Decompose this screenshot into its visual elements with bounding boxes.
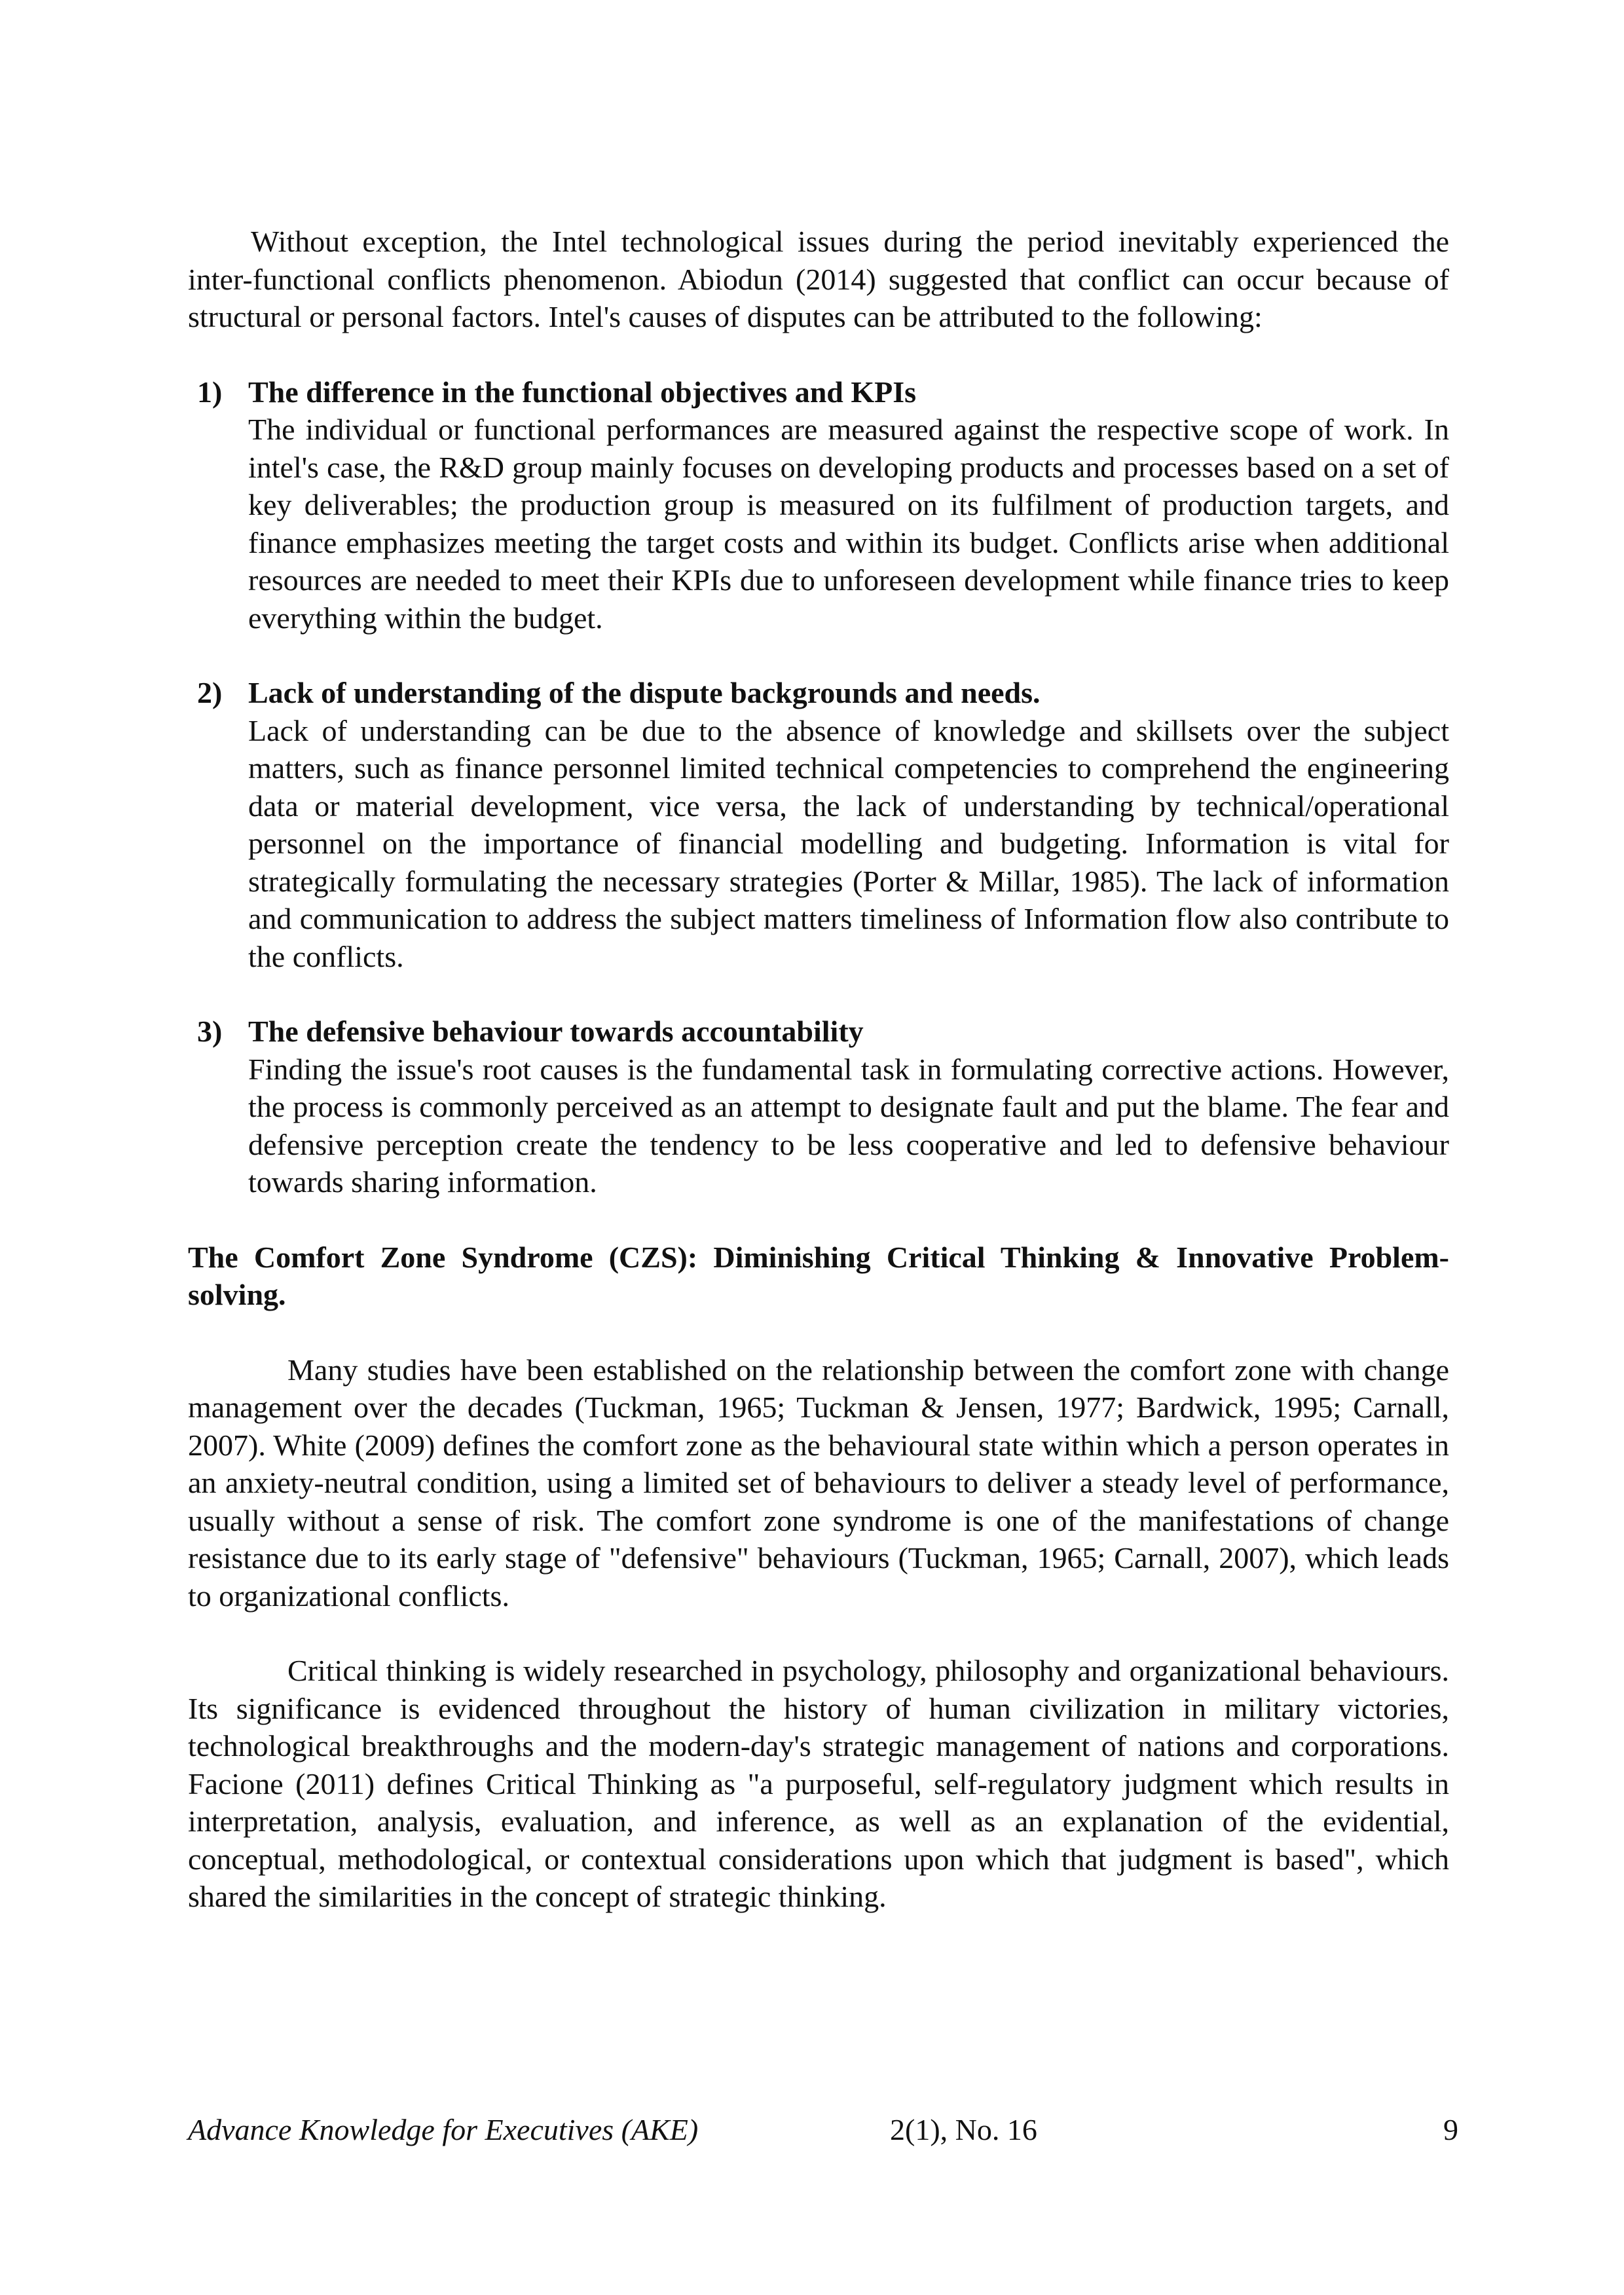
- critical-thinking-paragraph: Critical thinking is widely researched in psychology, philosophy and organizational behaviours. Its significance is evidenced throughout the history of human civilization in military victories, technological breakthroughs and the modern-day's strategic management of nations and corporations. Facione (2011) defines Critical Thinking as "a purposeful, self-regulatory judgment which results in interpretation, analysis, evaluation, and inference, as well as an explanation of the evidential, conceptual, methodological, or contextual considerations upon which that judgment is based", which shared the similarities in the concept of strategic thinking.: [188, 1654, 1449, 1913]
- section-heading: The Comfort Zone Syndrome (CZS): Diminishing Critical Thinking & Innovative Problem-solving.: [188, 1240, 1449, 1311]
- cause-number: 3): [197, 1015, 223, 1048]
- cause-number: 2): [197, 676, 223, 709]
- cause-title: The difference in the functional objectives and KPIs: [248, 375, 917, 409]
- issue-number: 2(1), No. 16: [890, 2113, 1037, 2146]
- cause-title: The defensive behaviour towards accountability: [248, 1015, 864, 1048]
- cause-item-1: [188, 373, 1449, 637]
- page-footer: [188, 2110, 1458, 2150]
- cause-item-2: [188, 674, 1449, 975]
- cause-title: Lack of understanding of the dispute backgrounds and needs.: [248, 676, 1041, 709]
- page-body: [188, 223, 1449, 1916]
- cause-body: Finding the issue's root causes is the fundamental task in formulating corrective actions. However, the process is commonly perceived as an attempt to designate fault and put the blame. The fear and defensive perception create the tendency to be less cooperative and led to defensive behaviour towards sharing information.: [248, 1052, 1449, 1199]
- cause-body: Lack of understanding can be due to the absence of knowledge and skillsets over the subject matters, such as finance personnel limited technical competencies to comprehend the engineering data or material development, vice versa, the lack of understanding by technical/operational personnel on the importance of financial modelling and budgeting. Information is vital for strategically formulating the necessary strategies (Porter & Millar, 1985). The lack of information and communication to address the subject matters timeliness of Information flow also contribute to the conflicts.: [248, 713, 1449, 973]
- page-number: 9: [1443, 2113, 1458, 2146]
- journal-title: Advance Knowledge for Executives (AKE): [188, 2113, 699, 2146]
- cause-number: 1): [197, 375, 223, 409]
- comfort-zone-paragraph: Many studies have been established on the relationship between the comfort zone with change management over the decades (Tuckman, 1965; Tuckman & Jensen, 1977; Bardwick, 1995; Carnall, 2007). White (2009) defines the comfort zone as the behavioural state within which a person operates in an anxiety-neutral condition, using a limited set of behaviours to deliver a steady level of performance, usually without a sense of risk. The comfort zone syndrome is one of the manifestations of change resistance due to its early stage of "defensive" behaviours (Tuckman, 1965; Carnall, 2007), which leads to organizational conflicts.: [188, 1353, 1449, 1613]
- cause-body: The individual or functional performances are measured against the respective scope of work. In intel's case, the R&D group mainly focuses on developing products and processes based on a set of key deliverables; the production group is measured on its fulfilment of production targets, and finance emphasizes meeting the target costs and within its budget. Conflicts arise when additional resources are needed to meet their KPIs due to unforeseen development while finance tries to keep everything within the budget.: [248, 413, 1449, 635]
- intro-paragraph: Without exception, the Intel technological issues during the period inevitably experienced the inter-functional conflicts phenomenon. Abiodun (2014) suggested that conflict can occur because of structural or personal factors. Intel's causes of disputes can be attributed to the following:: [188, 225, 1449, 333]
- cause-item-3: [188, 1013, 1449, 1201]
